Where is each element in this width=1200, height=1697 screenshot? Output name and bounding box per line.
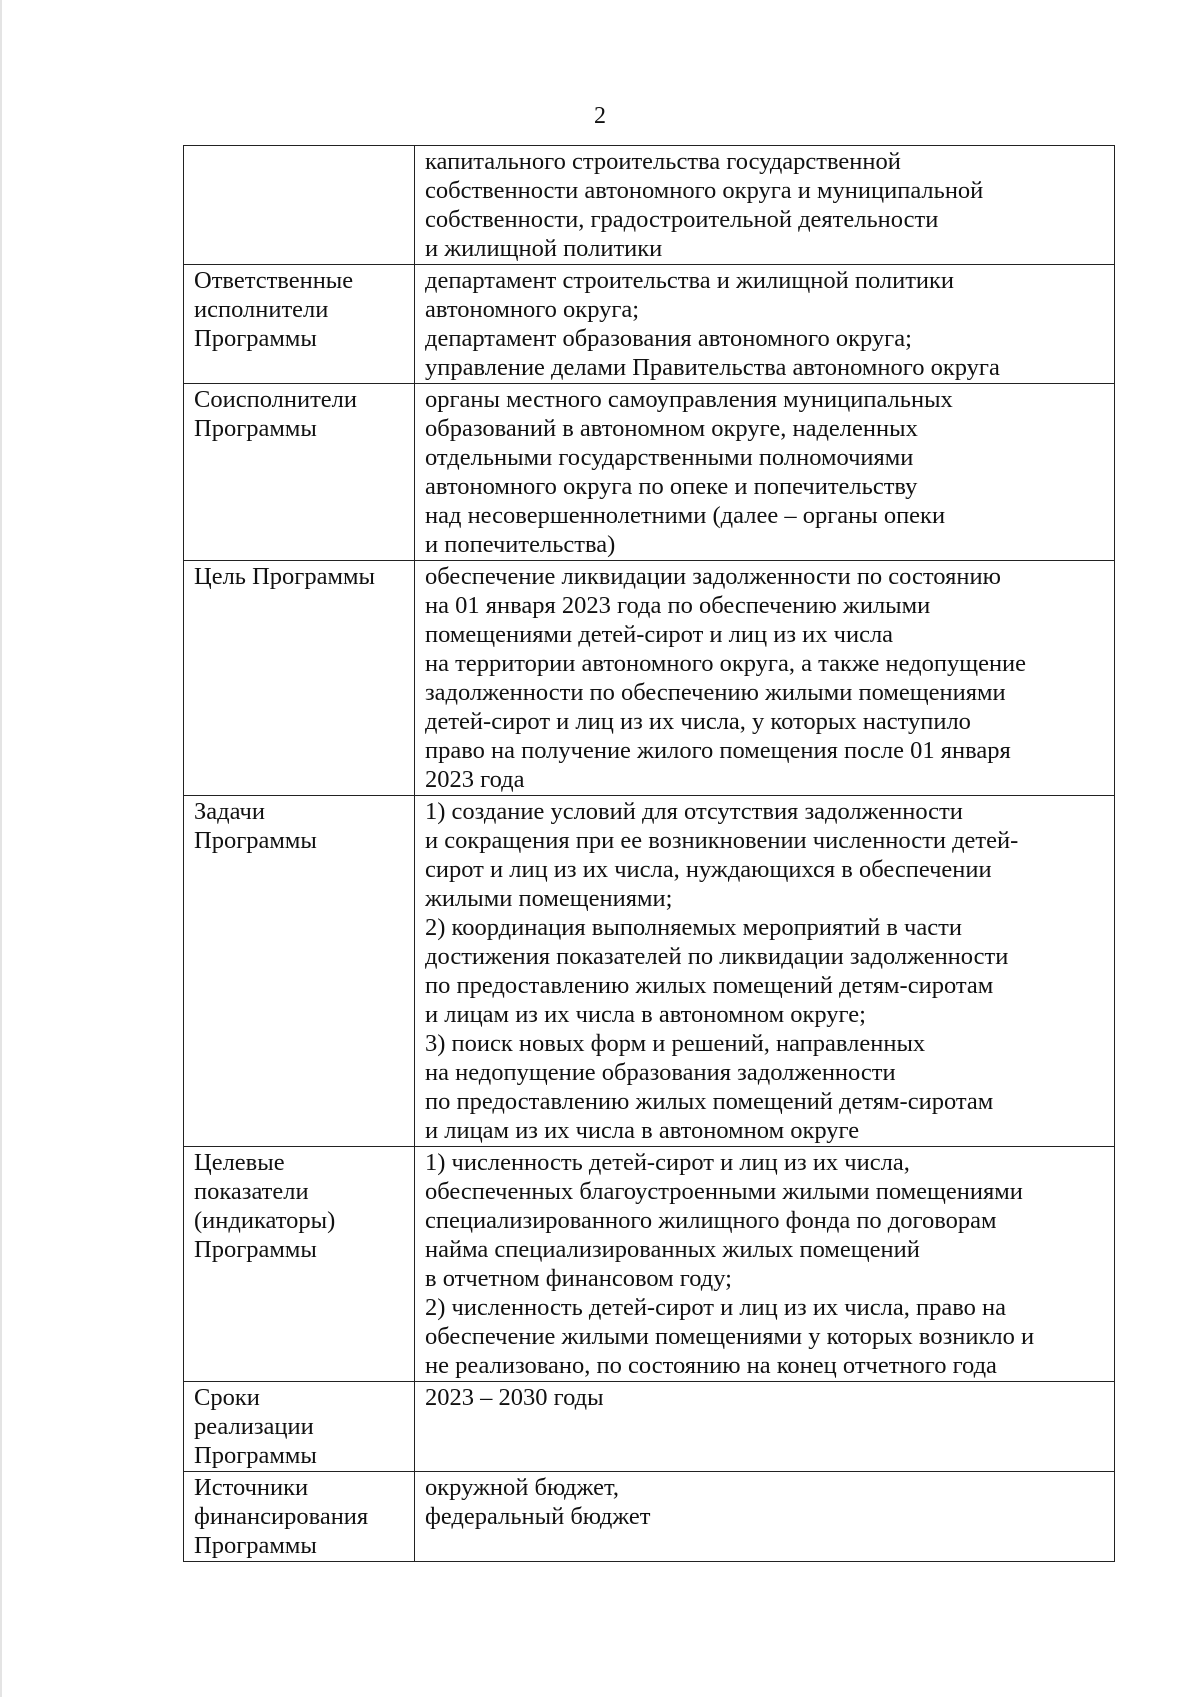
row-value-line: не реализовано, по состоянию на конец отчетного года (425, 1352, 997, 1379)
row-label-cell (184, 1472, 415, 1562)
row-label-line: исполнители (194, 296, 329, 323)
row-value-line: собственности автономного округа и муниципальной (425, 177, 984, 204)
row-value-line: отдельными государственными полномочиями (425, 444, 914, 471)
row-value-line: специализированного жилищного фонда по договорам (425, 1207, 997, 1234)
row-value-line: 2023 – 2030 годы (425, 1384, 604, 1411)
row-label-line: Программы (194, 1236, 317, 1263)
row-label-cell (184, 561, 415, 796)
program-passport-table (183, 145, 1115, 1562)
row-label-cell (184, 384, 415, 561)
row-value-line: департамент строительства и жилищной политики (425, 267, 955, 294)
table-row (184, 1382, 1115, 1472)
row-label-line: Сроки (194, 1384, 260, 1411)
row-value-cell (415, 1472, 1115, 1562)
row-value-line: над несовершеннолетними (далее – органы опеки (425, 502, 946, 529)
row-value-cell (415, 796, 1115, 1147)
row-value-line: достижения показателей по ликвидации задолженности (425, 943, 1009, 970)
table-row (184, 1472, 1115, 1562)
table-body (184, 146, 1115, 1562)
table-row (184, 796, 1115, 1147)
row-value-line: в отчетном финансовом году; (425, 1265, 732, 1292)
row-value-line: детей-сирот и лиц из их числа, у которых наступило (425, 708, 971, 735)
row-value-line: помещениями детей-сирот и лиц из их числа (425, 621, 894, 648)
row-value-line: окружной бюджет, (425, 1474, 619, 1501)
row-value-line: органы местного самоуправления муниципальных (425, 386, 953, 413)
row-value-line: обеспечение ликвидации задолженности по состоянию (425, 563, 1001, 590)
row-value-line: по предоставлению жилых помещений детям-сиротам (425, 1088, 994, 1115)
table-row (184, 384, 1115, 561)
row-value-line: автономного округа; (425, 296, 640, 323)
row-value-line: собственности, градостроительной деятельности (425, 206, 939, 233)
row-value-line: и попечительства) (425, 531, 616, 558)
row-value-line: 1) численность детей-сирот и лиц из их числа, (425, 1149, 910, 1176)
row-value-line: капитального строительства государственной (425, 148, 901, 175)
row-value-line: 3) поиск новых форм и решений, направленных (425, 1030, 926, 1057)
row-label-cell (184, 146, 415, 265)
row-value-line: обеспеченных благоустроенными жилыми помещениями (425, 1178, 1023, 1205)
row-label-line: Соисполнители (194, 386, 357, 413)
row-value-line: задолженности по обеспечению жилыми помещениями (425, 679, 1006, 706)
row-label-line: реализации (194, 1413, 314, 1440)
row-label-cell (184, 796, 415, 1147)
row-value-line: автономного округа по опеке и попечительству (425, 473, 918, 500)
table-row (184, 1147, 1115, 1382)
row-label-cell (184, 1382, 415, 1472)
row-value-line: сирот и лиц из их числа, нуждающихся в обеспечении (425, 856, 992, 883)
row-value-line: по предоставлению жилых помещений детям-сиротам (425, 972, 994, 999)
row-label-line: Целевые (194, 1149, 285, 1176)
row-value-line: 2) численность детей-сирот и лиц из их числа, право на (425, 1294, 1006, 1321)
row-value-cell (415, 561, 1115, 796)
row-value-cell (415, 265, 1115, 384)
row-label-line: Программы (194, 325, 317, 352)
row-value-line: право на получение жилого помещения после 01 января (425, 737, 1011, 764)
row-value-line: на территории автономного округа, а также недопущение (425, 650, 1027, 677)
row-value-line: 1) создание условий для отсутствия задолженности (425, 798, 963, 825)
row-value-line: 2) координация выполняемых мероприятий в части (425, 914, 962, 941)
row-label-line: Программы (194, 1442, 317, 1469)
row-value-line: на 01 января 2023 года по обеспечению жилыми (425, 592, 931, 619)
table-row (184, 265, 1115, 384)
row-label-line: Программы (194, 827, 317, 854)
row-value-line: жилыми помещениями; (425, 885, 673, 912)
row-value-line: федеральный бюджет (425, 1503, 651, 1530)
row-value-cell (415, 1147, 1115, 1382)
table-row (184, 146, 1115, 265)
row-value-line: и сокращения при ее возникновении численности детей- (425, 827, 1019, 854)
row-label-line: Задачи (194, 798, 265, 825)
row-label-cell (184, 265, 415, 384)
row-value-line: 2023 года (425, 766, 525, 793)
row-value-line: найма специализированных жилых помещений (425, 1236, 920, 1263)
row-value-line: образований в автономном округе, наделенных (425, 415, 918, 442)
row-value-line: на недопущение образования задолженности (425, 1059, 896, 1086)
row-value-line: и лицам из их числа в автономном округе; (425, 1001, 866, 1028)
row-value-cell (415, 384, 1115, 561)
row-value-line: департамент образования автономного округа; (425, 325, 912, 352)
scan-edge (0, 0, 2, 1697)
page-number: 2 (594, 103, 606, 129)
table-row (184, 561, 1115, 796)
row-value-line: и лицам из их числа в автономном округе (425, 1117, 860, 1144)
row-value-line: обеспечение жилыми помещениями у которых возникло и (425, 1323, 1035, 1350)
row-value-cell (415, 1382, 1115, 1472)
row-label-line: Программы (194, 1532, 317, 1559)
row-label-line: показатели (194, 1178, 309, 1205)
row-value-line: управление делами Правительства автономного округа (425, 354, 1000, 381)
row-label-line: (индикаторы) (194, 1207, 336, 1234)
row-label-line: финансирования (194, 1503, 369, 1530)
row-label-line: Цель Программы (194, 563, 375, 590)
row-label-line: Ответственные (194, 267, 354, 294)
row-value-cell (415, 146, 1115, 265)
row-label-line: Программы (194, 415, 317, 442)
row-value-line: и жилищной политики (425, 235, 663, 262)
row-label-line: Источники (194, 1474, 309, 1501)
row-label-cell (184, 1147, 415, 1382)
